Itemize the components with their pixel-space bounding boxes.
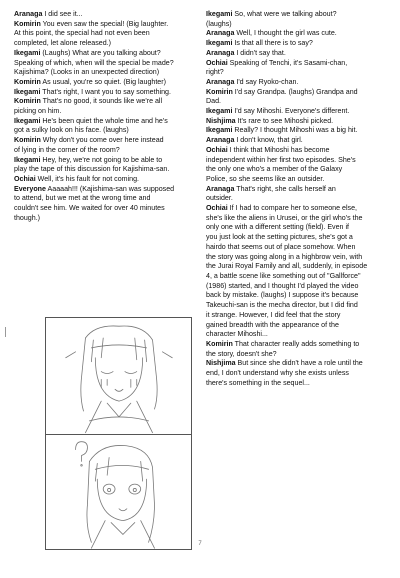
speaker-name: Aranaga xyxy=(206,184,235,193)
transcript-line xyxy=(206,321,390,331)
transcript-line xyxy=(206,272,390,282)
transcript-line xyxy=(14,68,194,78)
dialogue-text: Why don't you come over here instead xyxy=(40,136,164,145)
dialogue-text: Really? I thought Mihoshi was a big hit. xyxy=(232,126,358,135)
dialogue-text: the story was going along in a highbrow vein, with xyxy=(206,252,363,261)
transcript-line xyxy=(206,262,390,272)
dialogue-text: to attend, but we met at the wrong time and xyxy=(14,194,151,203)
speaker-name: Komirin xyxy=(14,97,41,106)
dialogue-text: Kajishima? (Looks in an unexpected direction) xyxy=(14,68,160,77)
transcript-line xyxy=(206,126,390,136)
transcript-line xyxy=(206,223,390,233)
speaker-name: Aranaga xyxy=(206,77,235,86)
transcript-line xyxy=(14,29,194,39)
transcript-line xyxy=(206,311,390,321)
dialogue-text: gained breadth with the appearance of the xyxy=(206,320,339,329)
left-column-transcript xyxy=(14,10,194,223)
dialogue-text: hairdo that seems out of place somehow. When xyxy=(206,242,356,251)
transcript-line xyxy=(14,20,194,30)
transcript-line xyxy=(14,136,194,146)
speaker-name: Ikegami xyxy=(14,48,41,57)
speaker-name: Komirin xyxy=(14,136,41,145)
speaker-name: Komirin xyxy=(14,77,41,86)
speaker-name: Ikegami xyxy=(206,126,233,135)
dialogue-text: 4, a battle scene like something out of "Gallforce" xyxy=(206,271,361,280)
speaker-name: Everyone xyxy=(14,184,46,193)
transcript-line xyxy=(14,97,194,107)
dialogue-text: (1986) started, and I thought I'd played the video xyxy=(206,281,359,290)
storyboard-panel-2 xyxy=(46,435,191,549)
dialogue-text: I think that Mihoshi has become xyxy=(227,145,330,154)
speaker-name: Ochiai xyxy=(14,174,36,183)
dialogue-text: she's like the aliens in Urusei, or the girl who's the xyxy=(206,213,363,222)
transcript-line xyxy=(206,379,390,389)
page-number: 7 xyxy=(198,541,202,547)
transcript-line xyxy=(206,136,390,146)
transcript-line xyxy=(206,214,390,224)
transcript-line xyxy=(206,369,390,379)
dialogue-text: picking on him. xyxy=(14,107,62,116)
dialogue-text: I'd say Grandpa. (laughs) Grandpa and xyxy=(232,87,358,96)
speaker-name: Ochiai xyxy=(206,204,228,213)
transcript-line xyxy=(206,117,390,127)
dialogue-text: At this point, the special had not even been xyxy=(14,29,150,38)
dialogue-text: independent within her first two episodes. She's xyxy=(206,155,356,164)
transcript-line xyxy=(206,233,390,243)
speaker-name: Ikegami xyxy=(14,87,41,96)
dialogue-text: you just look at the setting pictures, she's got a xyxy=(206,233,353,242)
transcript-line xyxy=(206,350,390,360)
dialogue-text: I'd say Mihoshi. Everyone's different. xyxy=(232,107,350,116)
transcript-line xyxy=(14,10,194,20)
dialogue-text: I don't know, that girl. xyxy=(234,136,303,145)
speaker-name: Ochiai xyxy=(206,145,228,154)
dialogue-text: Hey, hey, we're not going to be able to xyxy=(40,155,163,164)
dialogue-text: character Mihoshi... xyxy=(206,330,268,339)
dialogue-text: I'd say Ryoko-chan. xyxy=(234,77,299,86)
transcript-line xyxy=(14,49,194,59)
storyboard-panel-1 xyxy=(46,318,191,435)
dialogue-text: play the tape of this discussion for Kajishima-san. xyxy=(14,165,170,174)
transcript-line xyxy=(14,146,194,156)
right-column-transcript xyxy=(206,10,390,388)
transcript-line xyxy=(14,117,194,127)
dialogue-text: So, what were we talking about? xyxy=(232,10,337,18)
speaker-name: Ikegami xyxy=(206,107,233,116)
dialogue-text: right? xyxy=(206,68,224,77)
transcript-line xyxy=(206,156,390,166)
dialogue-text: the Jurai Royal Family and all, suddenly, in episode xyxy=(206,262,368,271)
dialogue-text: Well, it's his fault for not coming. xyxy=(35,174,140,183)
dialogue-text: Speaking of Tenchi, it's Sasami-chan, xyxy=(227,58,348,67)
dialogue-text: the story, doesn't she? xyxy=(206,349,277,358)
transcript-line xyxy=(206,194,390,204)
transcript-line xyxy=(14,156,194,166)
dialogue-text: As usual, you're so quiet. (Big laughter) xyxy=(40,77,166,86)
dialogue-text: He's been quiet the whole time and he's xyxy=(40,116,168,125)
sketch-girl-surprised xyxy=(46,435,191,549)
transcript-line xyxy=(206,59,390,69)
transcript-line xyxy=(14,175,194,185)
speaker-name: Ikegami xyxy=(206,10,233,18)
speaker-name: Komirin xyxy=(14,19,41,28)
transcript-line xyxy=(206,49,390,59)
speaker-name: Nishjima xyxy=(206,116,236,125)
dialogue-text: You even saw the special! (Big laughter. xyxy=(40,19,169,28)
transcript-line xyxy=(14,185,194,195)
dialogue-text: Is that all there is to say? xyxy=(232,39,313,48)
transcript-line xyxy=(206,10,390,20)
transcript-line xyxy=(206,39,390,49)
dialogue-text: there's something in the sequel... xyxy=(206,378,310,387)
dialogue-text: That's no good, it sounds like we're all xyxy=(40,97,163,106)
dialogue-text: of lying in the corner of the room? xyxy=(14,145,120,154)
transcript-line xyxy=(206,20,390,30)
transcript-line xyxy=(206,243,390,253)
transcript-line xyxy=(14,165,194,175)
transcript-line xyxy=(14,88,194,98)
transcript-line xyxy=(14,126,194,136)
speaker-name: Aranaga xyxy=(206,48,235,57)
transcript-line xyxy=(206,282,390,292)
transcript-line xyxy=(14,107,194,117)
dialogue-text: outsider. xyxy=(206,194,233,203)
speaker-name: Ikegami xyxy=(206,39,233,48)
transcript-line xyxy=(206,301,390,311)
dialogue-text: got a sulky look on his face. (laughs) xyxy=(14,126,129,135)
transcript-line xyxy=(206,185,390,195)
transcript-line xyxy=(14,214,194,224)
dialogue-text: back by mistake. (laughs) I suppose it's because xyxy=(206,291,359,300)
transcript-line xyxy=(206,146,390,156)
transcript-line xyxy=(14,39,194,49)
speaker-name: Nishjima xyxy=(206,359,236,368)
speaker-name: Ikegami xyxy=(14,116,41,125)
dialogue-text: end, I don't understand why she exists unless xyxy=(206,369,349,378)
transcript-line xyxy=(206,204,390,214)
transcript-line xyxy=(206,359,390,369)
margin-mark xyxy=(5,327,6,337)
transcript-line xyxy=(206,175,390,185)
dialogue-text: That character really adds something to xyxy=(232,339,360,348)
dialogue-text: the only one who's a member of the Galaxy xyxy=(206,165,343,174)
transcript-line xyxy=(206,107,390,117)
dialogue-text: It's rare to see Mihoshi picked. xyxy=(235,116,334,125)
dialogue-text: (Laughs) What are you talking about? xyxy=(40,48,161,57)
speaker-name: Komirin xyxy=(206,87,233,96)
transcript-line xyxy=(206,97,390,107)
transcript-line xyxy=(206,253,390,263)
dialogue-text: Takeuchi-san is the mecha director, but I did find xyxy=(206,301,358,310)
dialogue-text: it strange. However, I did feel that the story xyxy=(206,310,341,319)
dialogue-text: That's right, she calls herself an xyxy=(234,184,336,193)
dialogue-text: though.) xyxy=(14,213,41,222)
speaker-name: Aranaga xyxy=(14,10,43,18)
dialogue-text: But since she didn't have a role until the xyxy=(235,359,363,368)
dialogue-text: I did see it... xyxy=(42,10,83,18)
dialogue-text: Well, I thought the girl was cute. xyxy=(234,29,337,38)
transcript-line xyxy=(206,330,390,340)
transcript-line xyxy=(206,340,390,350)
speaker-name: Ochiai xyxy=(206,58,228,67)
transcript-line xyxy=(14,194,194,204)
dialogue-text: Aaaaah!!! (Kajishima-san was supposed xyxy=(45,184,175,193)
speaker-name: Ikegami xyxy=(14,155,41,164)
speaker-name: Aranaga xyxy=(206,29,235,38)
dialogue-text: Dad. xyxy=(206,97,221,106)
transcript-line xyxy=(206,88,390,98)
dialogue-text: I didn't say that. xyxy=(234,48,286,57)
transcript-line xyxy=(14,204,194,214)
transcript-line xyxy=(14,78,194,88)
transcript-line xyxy=(206,29,390,39)
dialogue-text: Police, so she seems like an outsider. xyxy=(206,174,325,183)
dialogue-text: That's right, I want you to say something. xyxy=(40,87,171,96)
dialogue-text: only one with a different setting (field). Even if xyxy=(206,223,350,232)
dialogue-text: (laughs) xyxy=(206,19,232,28)
transcript-line xyxy=(206,78,390,88)
transcript-line xyxy=(206,291,390,301)
dialogue-text: Speaking of which, when will the special be made? xyxy=(14,58,174,67)
storyboard-sketch xyxy=(45,317,192,550)
dialogue-text: If I had to compare her to someone else, xyxy=(227,204,358,213)
speaker-name: Aranaga xyxy=(206,136,235,145)
sketch-girl-crying xyxy=(46,318,191,434)
speaker-name: Komirin xyxy=(206,339,233,348)
transcript-line xyxy=(206,165,390,175)
dialogue-text: couldn't see him. We waited for over 40 minutes xyxy=(14,204,165,213)
transcript-line xyxy=(206,68,390,78)
transcript-line xyxy=(14,59,194,69)
dialogue-text: completed, let alone released.) xyxy=(14,39,112,48)
